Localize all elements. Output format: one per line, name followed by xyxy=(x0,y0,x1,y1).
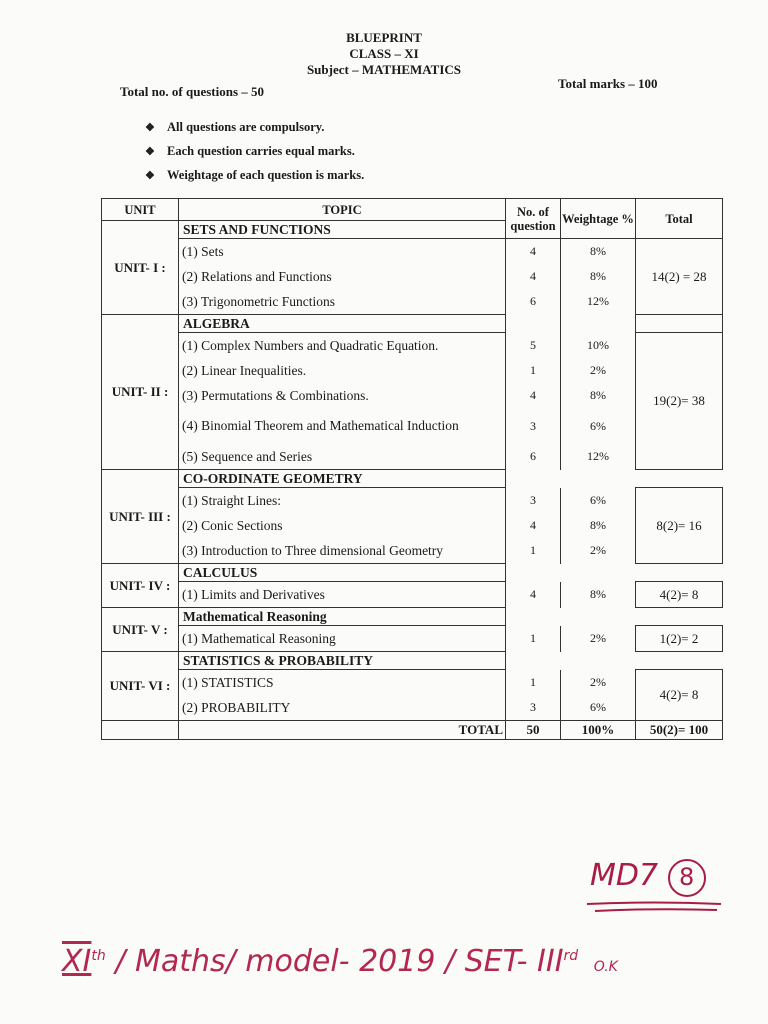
unit-label: UNIT- I : xyxy=(102,221,179,315)
table-row xyxy=(102,564,723,582)
footer-ok: O.K xyxy=(593,959,618,975)
table-row xyxy=(102,608,723,626)
topic-name: (1) Mathematical Reasoning xyxy=(179,626,506,652)
topic-name: (2) PROBABILITY xyxy=(179,695,506,721)
unit-label: UNIT- VI : xyxy=(102,652,179,721)
blank-cell xyxy=(561,315,636,333)
topic-name: (2) Relations and Functions xyxy=(179,264,506,289)
topic-weightage: 8% xyxy=(561,239,636,265)
table-row xyxy=(102,488,723,514)
header-total: Total xyxy=(636,199,723,239)
instruction-text: Each question carries equal marks. xyxy=(167,143,355,158)
topic-weightage: 6% xyxy=(561,408,636,444)
unit-label: UNIT- V : xyxy=(102,608,179,652)
topic-weightage: 12% xyxy=(561,289,636,315)
topic-weightage: 8% xyxy=(561,513,636,538)
unit-total: 4(2)= 8 xyxy=(636,670,723,721)
instructions-list xyxy=(145,115,364,187)
topic-weightage: 8% xyxy=(561,264,636,289)
unit-total: 8(2)= 16 xyxy=(636,488,723,564)
topic-weightage: 2% xyxy=(561,358,636,383)
total-row xyxy=(102,721,723,740)
topic-questions: 1 xyxy=(506,358,561,383)
table-row xyxy=(102,652,723,670)
grand-total-cell: 50(2)= 100 xyxy=(636,721,723,740)
table-row xyxy=(102,289,723,315)
instruction-text: All questions are compulsory. xyxy=(167,119,325,134)
instruction-item xyxy=(145,115,364,139)
blank-cell xyxy=(506,315,561,333)
topic-weightage: 12% xyxy=(561,444,636,470)
topic-name: (4) Binomial Theorem and Mathematical Induction xyxy=(179,408,506,444)
instruction-item xyxy=(145,139,364,163)
topic-questions: 1 xyxy=(506,538,561,564)
handwritten-code xyxy=(590,858,706,897)
table-row xyxy=(102,239,723,265)
topic-weightage: 2% xyxy=(561,538,636,564)
topic-weightage: 2% xyxy=(561,670,636,696)
category-label: SETS AND FUNCTIONS xyxy=(179,221,506,239)
topic-questions: 3 xyxy=(506,695,561,721)
unit-total: 4(2)= 8 xyxy=(636,582,723,608)
header-questions: No. of question xyxy=(506,199,561,239)
total-label: TOTAL xyxy=(179,721,506,740)
footer-text: / Maths/ model- 2019 / SET- III xyxy=(115,944,564,979)
topic-name: (5) Sequence and Series xyxy=(179,444,506,470)
table-row xyxy=(102,264,723,289)
unit-total: 1(2)= 2 xyxy=(636,626,723,652)
topic-name: (2) Conic Sections xyxy=(179,513,506,538)
bullet-icon: ❖ xyxy=(145,145,155,158)
handwritten-footer xyxy=(62,944,618,979)
header-unit: UNIT xyxy=(102,199,179,221)
topic-name: (3) Permutations & Combinations. xyxy=(179,383,506,408)
unit-label: UNIT- IV : xyxy=(102,564,179,608)
topic-questions: 6 xyxy=(506,444,561,470)
circled-number: 8 xyxy=(668,859,706,897)
topic-weightage: 6% xyxy=(561,488,636,514)
handwritten-code-text: MD7 xyxy=(590,858,659,893)
topic-questions: 1 xyxy=(506,670,561,696)
category-label: Mathematical Reasoning xyxy=(179,608,506,626)
category-label: STATISTICS & PROBABILITY xyxy=(179,652,506,670)
topic-questions: 6 xyxy=(506,289,561,315)
document-header xyxy=(0,30,768,78)
table-row xyxy=(102,470,723,488)
document-title: BLUEPRINT xyxy=(346,30,422,45)
unit-label: UNIT- II : xyxy=(102,315,179,470)
topic-weightage: 8% xyxy=(561,582,636,608)
topic-weightage: 10% xyxy=(561,333,636,359)
topic-questions: 4 xyxy=(506,582,561,608)
topic-name: (2) Linear Inequalities. xyxy=(179,358,506,383)
topic-name: (1) Limits and Derivatives xyxy=(179,582,506,608)
topic-questions: 5 xyxy=(506,333,561,359)
table-row xyxy=(102,444,723,470)
footer-set-suffix: rd xyxy=(563,948,579,964)
topic-name: (1) Sets xyxy=(179,239,506,265)
table-row xyxy=(102,315,723,333)
category-label: ALGEBRA xyxy=(179,315,506,333)
blank-cell xyxy=(102,721,179,740)
bullet-icon: ❖ xyxy=(145,169,155,182)
total-marks: Total marks – 100 xyxy=(558,76,658,91)
blueprint-table xyxy=(101,198,723,740)
topic-questions: 3 xyxy=(506,408,561,444)
header-topic: TOPIC xyxy=(179,199,506,221)
total-questions: Total no. of questions – 50 xyxy=(120,84,264,99)
topic-questions: 4 xyxy=(506,264,561,289)
bullet-icon: ❖ xyxy=(145,121,155,134)
table-header-row xyxy=(102,199,723,221)
unit-total: 19(2)= 38 xyxy=(636,333,723,470)
header-weightage: Weightage % xyxy=(561,199,636,239)
topic-weightage: 2% xyxy=(561,626,636,652)
table-row xyxy=(102,582,723,608)
table-row xyxy=(102,538,723,564)
table-row xyxy=(102,513,723,538)
topic-name: (3) Introduction to Three dimensional Geometry xyxy=(179,538,506,564)
table-row xyxy=(102,333,723,359)
table-row xyxy=(102,408,723,444)
total-weightage-cell: 100% xyxy=(561,721,636,740)
table-row xyxy=(102,670,723,696)
total-questions-cell: 50 xyxy=(506,721,561,740)
blank-cell xyxy=(636,315,723,333)
topic-questions: 3 xyxy=(506,488,561,514)
category-label: CO-ORDINATE GEOMETRY xyxy=(179,470,506,488)
instruction-item xyxy=(145,163,364,187)
category-label: CALCULUS xyxy=(179,564,506,582)
topic-name: (1) STATISTICS xyxy=(179,670,506,696)
unit-total: 14(2) = 28 xyxy=(636,239,723,315)
table-row xyxy=(102,695,723,721)
table-row xyxy=(102,383,723,408)
footer-class-suffix: th xyxy=(91,948,106,964)
topic-weightage: 8% xyxy=(561,383,636,408)
class-label: CLASS – XI xyxy=(349,46,419,61)
topic-questions: 4 xyxy=(506,239,561,265)
topic-questions: 4 xyxy=(506,513,561,538)
topic-name: (3) Trigonometric Functions xyxy=(179,289,506,315)
handwritten-underline xyxy=(585,900,725,914)
unit-label: UNIT- III : xyxy=(102,470,179,564)
topic-name: (1) Straight Lines: xyxy=(179,488,506,514)
table-row xyxy=(102,626,723,652)
table-row xyxy=(102,358,723,383)
footer-class: XI xyxy=(62,944,92,979)
topic-questions: 4 xyxy=(506,383,561,408)
topic-questions: 1 xyxy=(506,626,561,652)
topic-name: (1) Complex Numbers and Quadratic Equation. xyxy=(179,333,506,359)
subject-label: Subject – MATHEMATICS xyxy=(306,62,462,77)
topic-weightage: 6% xyxy=(561,695,636,721)
instruction-text: Weightage of each question is marks. xyxy=(167,167,365,182)
